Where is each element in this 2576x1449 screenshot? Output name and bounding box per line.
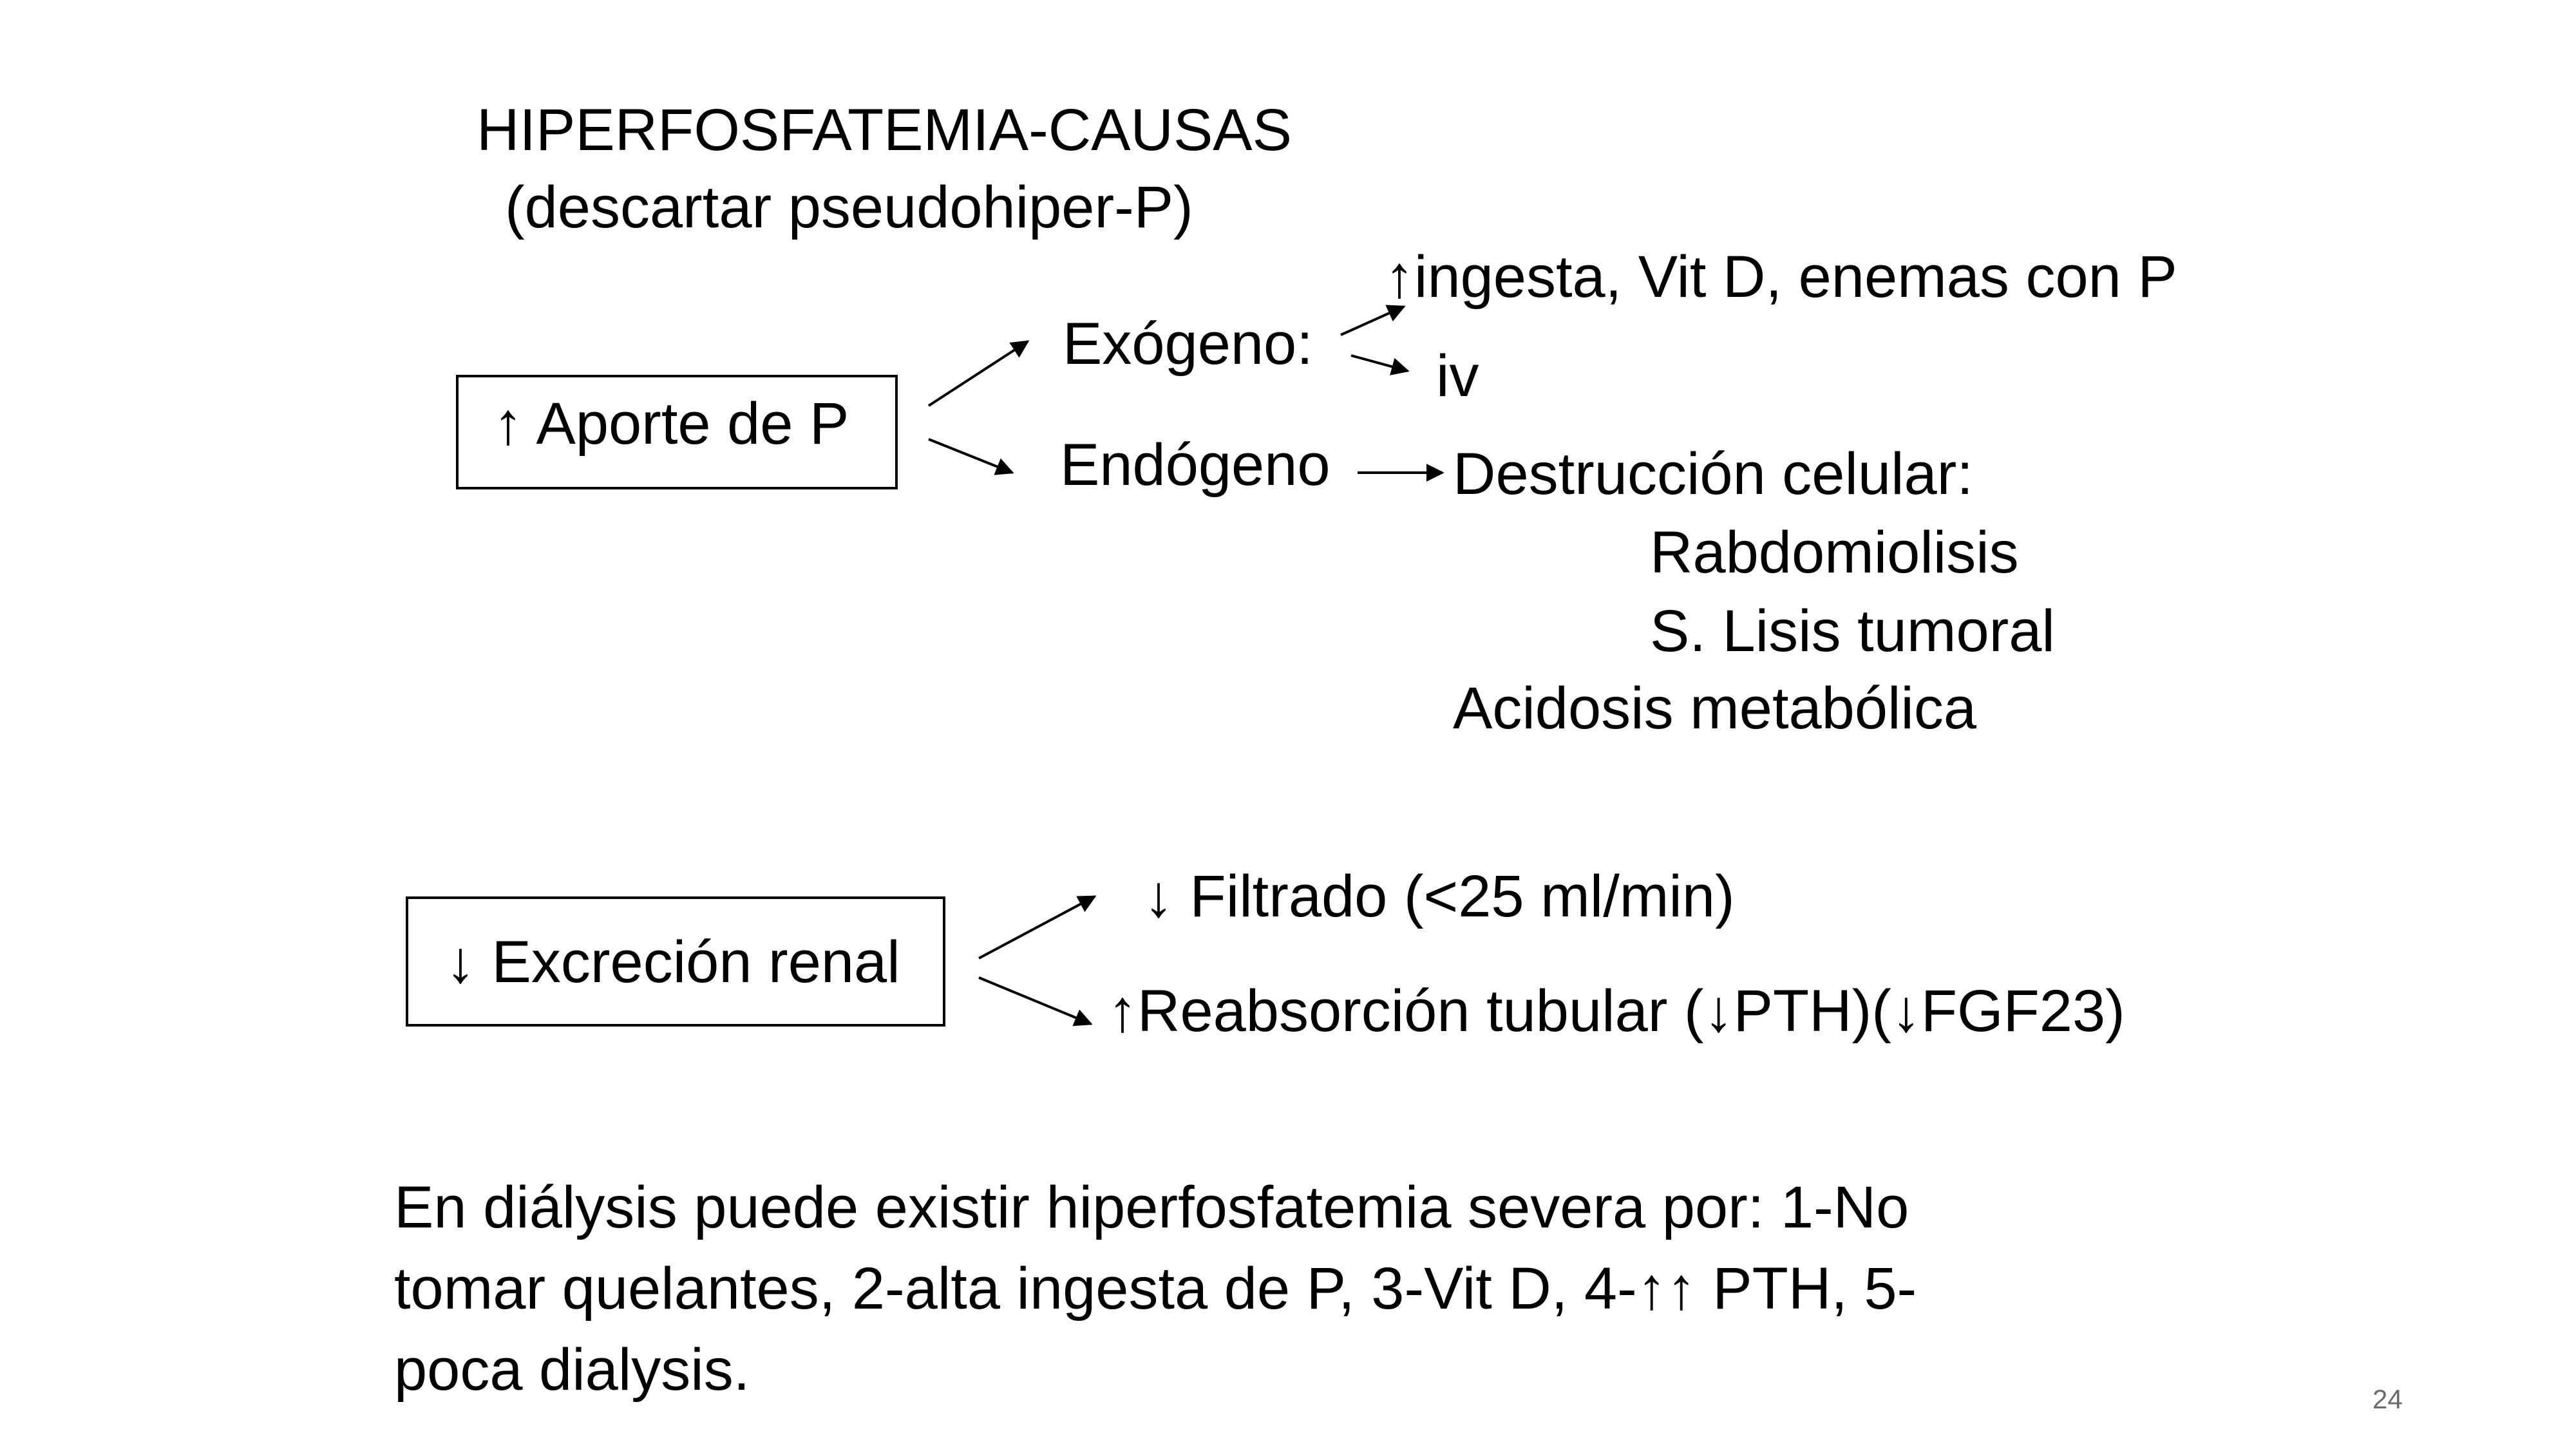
footer-note xyxy=(394,1167,1917,1410)
arrow-excrecion-reabsorcion xyxy=(979,978,1091,1024)
exogeno-label: Exógeno: xyxy=(1063,311,1313,377)
exogeno-item-iv: iv xyxy=(1436,343,1479,409)
acidosis-metabolica: Acidosis metabólica xyxy=(1453,676,1977,741)
page-number: 24 xyxy=(2372,1384,2403,1414)
arrow-exogeno-iv xyxy=(1351,355,1408,371)
footer-line-1: En diálysis puede existir hiperfosfatemia severa por: 1-No xyxy=(394,1175,1909,1240)
rabdomiolisis: Rabdomiolisis xyxy=(1650,520,2019,585)
diagram-title: HIPERFOSFATEMIA-CAUSAS xyxy=(477,97,1293,163)
exogeno-item-ingesta: ↑ingesta, Vit D, enemas con P xyxy=(1385,244,2177,310)
destruccion-celular: Destrucción celular: xyxy=(1453,441,1973,507)
footer-line-3: poca dialysis. xyxy=(394,1337,750,1403)
aporte-label: ↑ Aporte de P xyxy=(493,391,849,457)
arrow-exogeno-ingesta xyxy=(1341,307,1404,335)
excrecion-label: ↓ Excreción renal xyxy=(446,929,900,995)
lisis-tumoral: S. Lisis tumoral xyxy=(1650,598,2055,664)
diagram-subtitle: (descartar pseudohiper-P) xyxy=(505,175,1193,240)
arrow-excrecion-filtrado xyxy=(979,896,1095,958)
reabsorcion-item: ↑Reabsorción tubular (↓PTH)(↓FGF23) xyxy=(1108,978,2125,1044)
endogeno-label: Endógeno xyxy=(1060,432,1331,498)
footer-line-2: tomar quelantes, 2-alta ingesta de P, 3-Vit D, 4-↑↑ PTH, 5- xyxy=(394,1256,1917,1321)
filtrado-item: ↓ Filtrado (<25 ml/min) xyxy=(1144,864,1735,929)
arrow-aporte-exogeno xyxy=(929,341,1028,406)
arrow-aporte-endogeno xyxy=(929,439,1012,473)
